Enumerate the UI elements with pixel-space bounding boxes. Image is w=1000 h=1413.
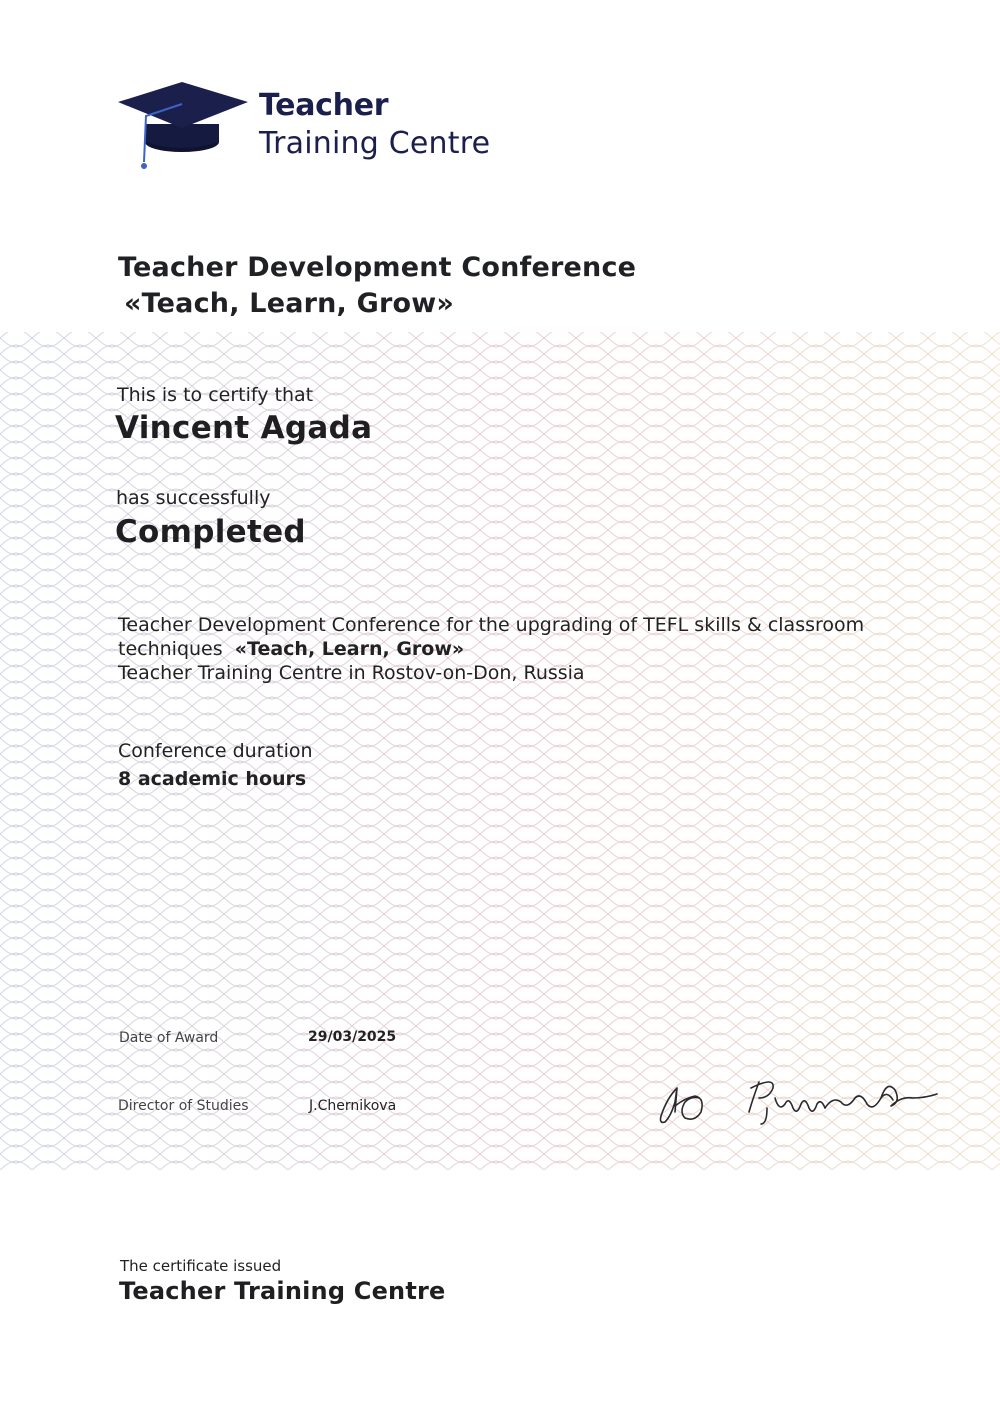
issued-label: The certificate issued: [120, 1257, 282, 1275]
description-line3: Teacher Training Centre in Rostov-on-Don, Russia: [118, 662, 585, 684]
guilloche-line: [0, 457, 1000, 475]
duration-label: Conference duration: [118, 740, 313, 762]
guilloche-line: [0, 873, 1000, 891]
guilloche-line: [0, 569, 1000, 587]
guilloche-line: [0, 937, 1000, 955]
guilloche-line: [0, 969, 1000, 987]
guilloche-line: [0, 953, 1000, 971]
conference-title-line1: Teacher Development Conference: [118, 252, 637, 283]
guilloche-line: [0, 905, 1000, 923]
course-description: [118, 613, 948, 685]
date-of-award-label: Date of Award: [119, 1030, 219, 1046]
description-line2-prefix: techniques: [118, 638, 223, 660]
guilloche-line: [0, 809, 1000, 827]
description-line2-bold: «Teach, Learn, Grow»: [234, 638, 465, 660]
guilloche-line: [0, 1145, 1000, 1163]
guilloche-line: [0, 1145, 1000, 1163]
guilloche-line: [0, 553, 1000, 571]
description-line1: Teacher Development Conference for the upgrading of TEFL skills & classroom: [118, 614, 865, 636]
guilloche-line: [0, 553, 1000, 571]
description-line2: [118, 637, 948, 661]
guilloche-line: [0, 1001, 1000, 1019]
guilloche-line: [0, 585, 1000, 603]
status-value: Completed: [115, 514, 306, 550]
guilloche-line: [0, 889, 1000, 907]
guilloche-line: [0, 345, 1000, 363]
issuer-name: Teacher Training Centre: [119, 1277, 446, 1305]
guilloche-line: [0, 857, 1000, 875]
guilloche-line: [0, 585, 1000, 603]
guilloche-line: [0, 361, 1000, 379]
conference-title-line2: «Teach, Learn, Grow»: [124, 288, 455, 319]
guilloche-line: [0, 361, 1000, 379]
guilloche-line: [0, 697, 1000, 715]
guilloche-line: [0, 825, 1000, 843]
guilloche-line: [0, 332, 1000, 347]
guilloche-line: [0, 905, 1000, 923]
date-of-award-value: 29/03/2025: [308, 1029, 397, 1045]
guilloche-line: [0, 921, 1000, 939]
guilloche-line: [0, 809, 1000, 827]
guilloche-line: [0, 841, 1000, 859]
guilloche-line: [0, 857, 1000, 875]
guilloche-line: [0, 841, 1000, 859]
guilloche-line: [0, 937, 1000, 955]
guilloche-line: [0, 697, 1000, 715]
guilloche-line: [0, 985, 1000, 1003]
guilloche-line: [0, 873, 1000, 891]
logo-subtitle: Training Centre: [259, 126, 491, 161]
duration-value: 8 academic hours: [118, 768, 307, 790]
guilloche-line: [0, 793, 1000, 811]
guilloche-line: [0, 985, 1000, 1003]
guilloche-line: [0, 345, 1000, 363]
guilloche-line: [0, 1001, 1000, 1019]
guilloche-line: [0, 921, 1000, 939]
director-value: J.Chernikova: [309, 1098, 397, 1114]
guilloche-line: [0, 825, 1000, 843]
guilloche-line: [0, 713, 1000, 731]
guilloche-line: [0, 569, 1000, 587]
status-label: has successfully: [116, 487, 271, 509]
logo-title: Teacher: [259, 88, 389, 123]
guilloche-line: [0, 953, 1000, 971]
guilloche-line: [0, 969, 1000, 987]
director-label: Director of Studies: [118, 1098, 249, 1114]
guilloche-line: [0, 713, 1000, 731]
guilloche-line: [0, 1049, 1000, 1067]
guilloche-line: [0, 332, 1000, 347]
signature: [655, 1068, 940, 1133]
graduation-cap-icon: [116, 80, 250, 172]
conference-title: [118, 250, 636, 322]
guilloche-line: [0, 1049, 1000, 1067]
guilloche-line: [0, 793, 1000, 811]
certify-label: This is to certify that: [117, 384, 314, 406]
guilloche-line: [0, 457, 1000, 475]
guilloche-line: [0, 889, 1000, 907]
recipient-name: Vincent Agada: [115, 410, 373, 446]
